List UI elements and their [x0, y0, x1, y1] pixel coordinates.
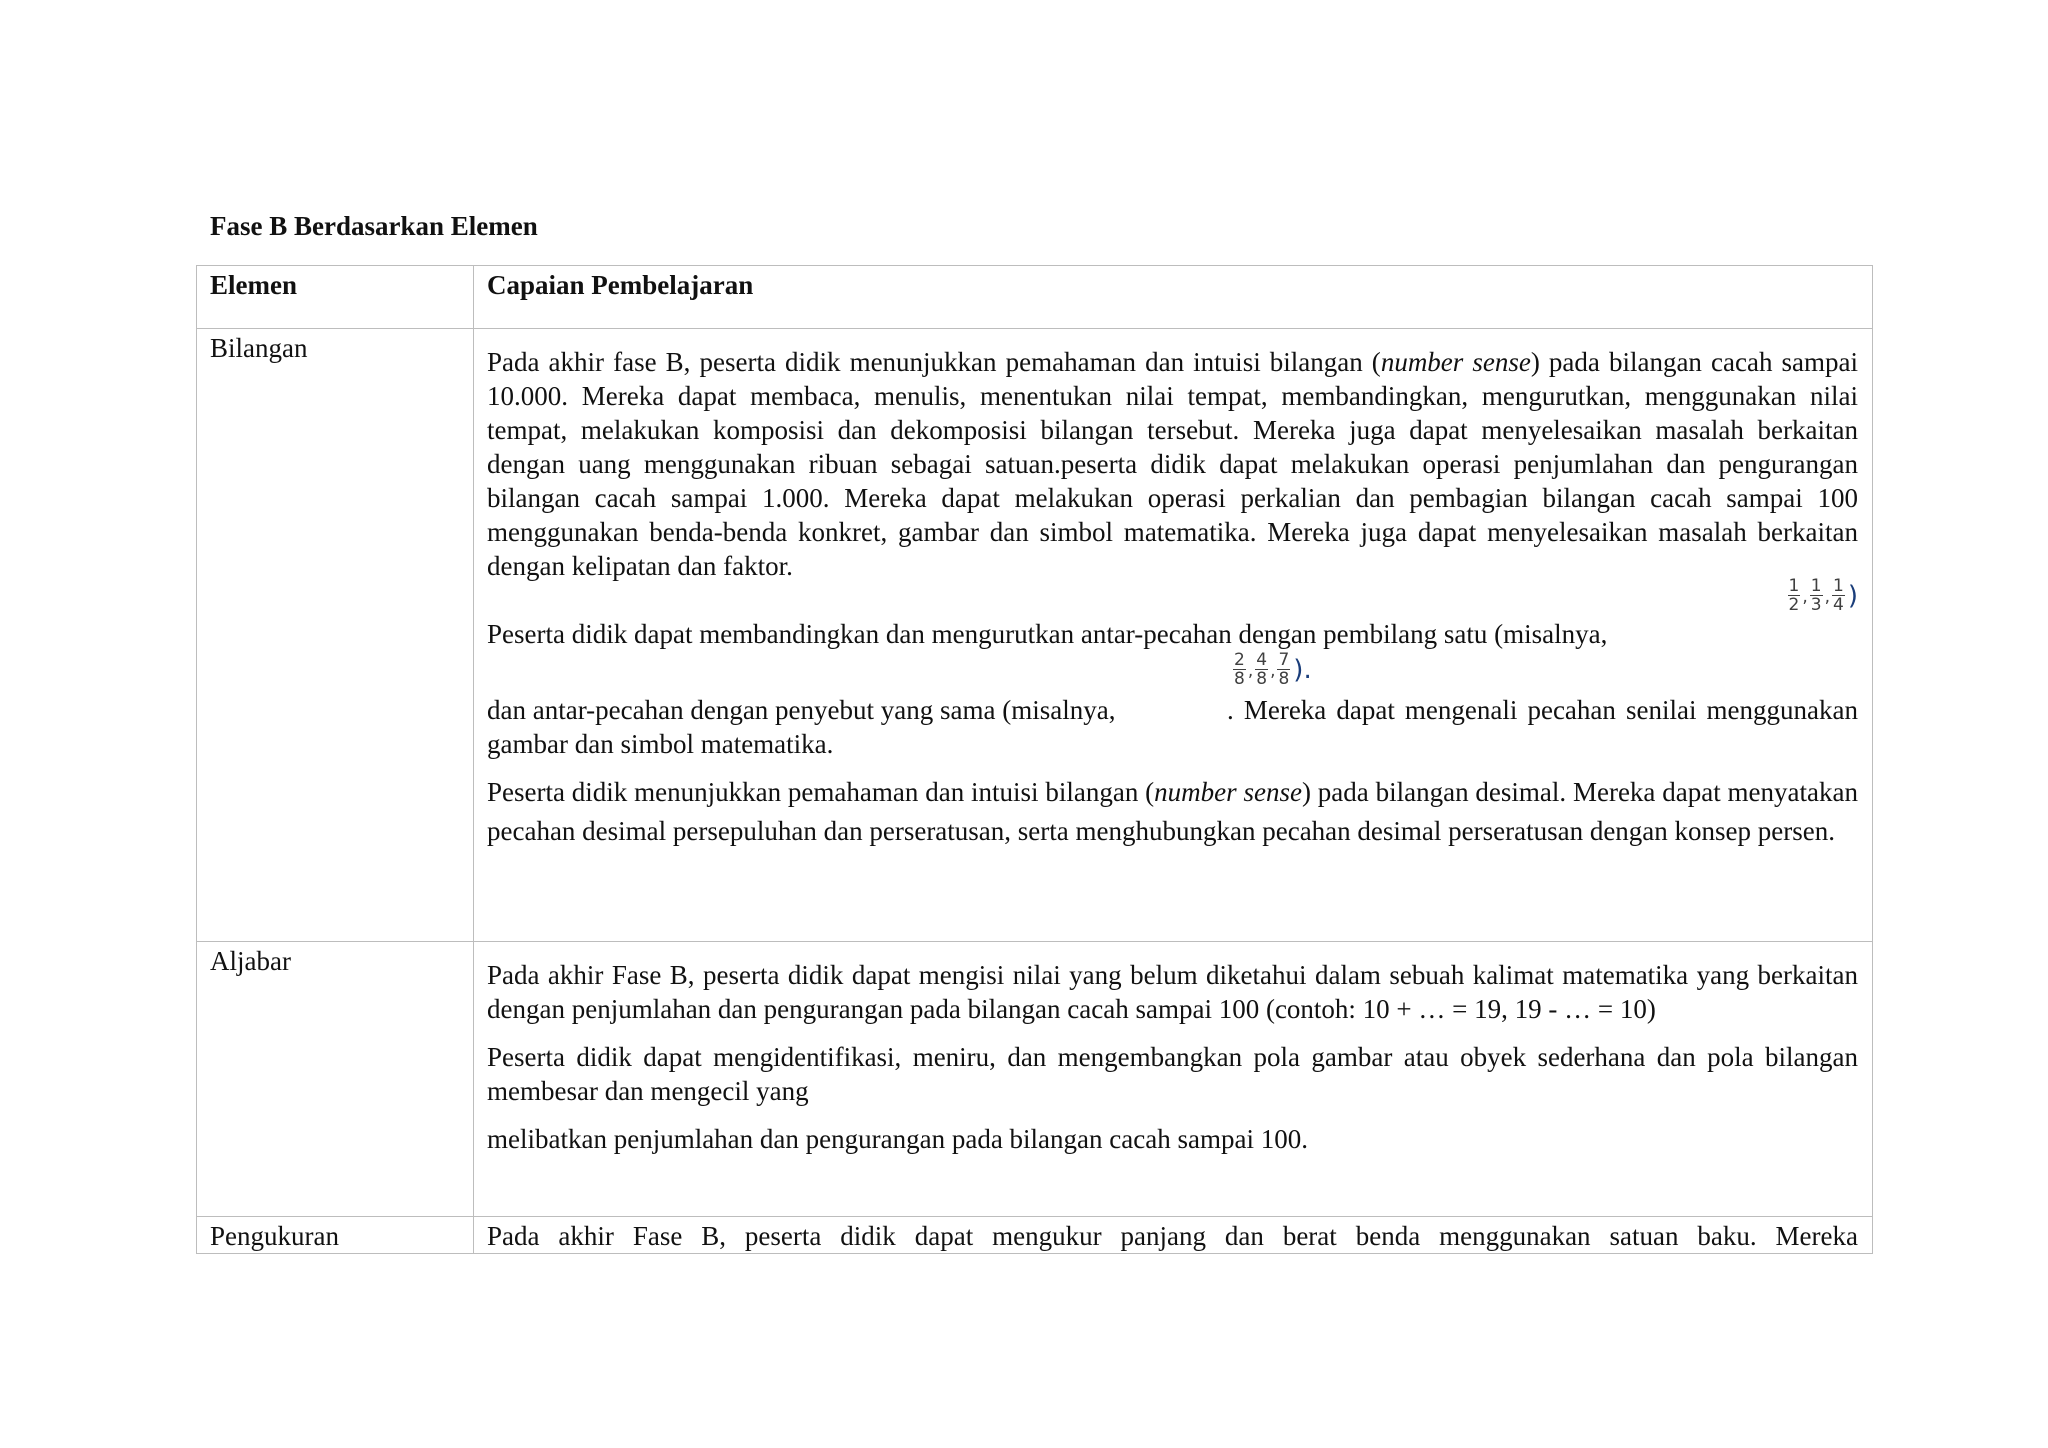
- fraction-separator: ,: [1270, 661, 1276, 681]
- fraction: [1255, 651, 1268, 688]
- fraction-close-paren: ): [1847, 580, 1858, 611]
- fraction-numerator: 4: [1256, 650, 1268, 670]
- fraction-separator: ,: [1824, 587, 1831, 607]
- text-span: dan antar-pecahan dengan penyebut yang sama (misalnya,: [487, 695, 1116, 725]
- table-header-row: [197, 266, 1873, 329]
- fraction-denominator: 8: [1256, 669, 1268, 689]
- fraction: [1277, 651, 1290, 688]
- table-row-pengukuran: [197, 1217, 1873, 1254]
- fraction-separator: ,: [1247, 661, 1254, 681]
- bilangan-paragraph-4: [487, 773, 1858, 851]
- text-span: ) pada bilangan desimal. Mereka dapat menyatakan pecahan desimal persepuluhan dan perseratusan, serta menghubungkan pecahan desimal perseratusan dengan konsep persen.: [487, 777, 1858, 846]
- fraction-numerator: 1: [1833, 576, 1844, 596]
- table-row-aljabar: [197, 942, 1873, 1217]
- capaian-bilangan: [474, 329, 1873, 942]
- fraction-denominator: 2: [1788, 595, 1800, 615]
- text-span: Pada akhir fase B, peserta didik menunjukkan pemahaman dan intuisi bilangan (: [487, 347, 1381, 377]
- aljabar-paragraph-3: melibatkan penjumlahan dan pengurangan pada bilangan cacah sampai 100.: [487, 1124, 1308, 1154]
- fraction-group-same-denominator: [1233, 651, 1312, 688]
- text-span: Peserta didik menunjukkan pemahaman dan intuisi bilangan (: [487, 777, 1155, 807]
- fraction-numerator: 7: [1278, 650, 1290, 670]
- bilangan-paragraph-3: [487, 650, 1858, 761]
- fraction: [1233, 651, 1246, 688]
- fraction: [1832, 577, 1845, 614]
- fraction-denominator: 8: [1234, 669, 1245, 689]
- page-title: Fase B Berdasarkan Elemen: [210, 211, 538, 241]
- pengukuran-clip: [487, 1219, 1858, 1253]
- elemen-pengukuran: Pengukuran: [197, 1217, 474, 1254]
- bilangan-paragraph-2: [487, 576, 1858, 651]
- capaian-pengukuran: [474, 1217, 1873, 1254]
- fraction-numerator: 1: [1810, 576, 1822, 596]
- capaian-table: [196, 265, 1873, 1254]
- header-elemen: Elemen: [197, 266, 474, 329]
- table-row-bilangan: [197, 329, 1873, 942]
- fraction-denominator: 8: [1278, 669, 1290, 689]
- fraction-denominator: 4: [1833, 595, 1844, 615]
- text-span: . Mereka dapat mengenali pecahan senilai menggunakan gambar dan simbol matematika.: [487, 695, 1858, 759]
- aljabar-paragraph-2: Peserta didik dapat mengidentifikasi, meniru, dan mengembangkan pola gambar atau obyek sederhana dan pola bilangan membesar dan mengecil yang: [487, 1042, 1858, 1106]
- fraction-separator: ,: [1802, 587, 1808, 607]
- italic-term: number sense: [1154, 777, 1302, 807]
- fraction: [1810, 577, 1823, 614]
- pengukuran-paragraph-1: Pada akhir Fase B, peserta didik dapat mengukur panjang dan berat benda menggunakan satuan baku. Mereka: [487, 1221, 1858, 1251]
- fraction: [1788, 577, 1801, 614]
- text-span: ) pada bilangan cacah sampai 10.000. Mereka dapat membaca, menulis, menentukan nilai tempat, membandingkan, mengurutkan, menggunakan nilai tempat, melakukan komposisi dan dekomposisi bilangan tersebut. Mereka juga dapat menyelesaikan masalah berkaitan dengan uang menggunakan ribuan sebagai satuan.peserta didik dapat melakukan operasi penjumlahan dan pengurangan bilangan cacah sampai 1.000. Mereka dapat melakukan operasi perkalian dan pembagian bilangan cacah sampai 100 menggunakan benda-benda konkret, gambar dan simbol matematika. Mereka juga dapat menyelesaikan masalah berkaitan dengan kelipatan dan faktor.: [487, 347, 1858, 581]
- text-span: Peserta didik dapat membandingkan dan mengurutkan antar-pecahan dengan pembilang satu (misalnya,: [487, 619, 1608, 649]
- aljabar-paragraph-1: Pada akhir Fase B, peserta didik dapat mengisi nilai yang belum diketahui dalam sebuah kalimat matematika yang berkaitan dengan penjumlahan dan pengurangan pada bilangan cacah sampai 100 (contoh: 10 + … = 19, 19 - … = 10): [487, 960, 1858, 1024]
- fraction-close-paren: ).: [1293, 654, 1312, 685]
- header-capaian: Capaian Pembelajaran: [474, 266, 1873, 329]
- elemen-aljabar: Aljabar: [197, 942, 474, 1217]
- elemen-bilangan: Bilangan: [197, 329, 474, 942]
- fraction-group-unit: [1788, 577, 1858, 614]
- fraction-numerator: 2: [1234, 650, 1245, 670]
- capaian-aljabar: [474, 942, 1873, 1217]
- fraction-denominator: 3: [1810, 595, 1822, 615]
- fraction-numerator: 1: [1788, 576, 1800, 596]
- bilangan-paragraph-1: [487, 345, 1858, 583]
- italic-term: number sense: [1380, 347, 1531, 377]
